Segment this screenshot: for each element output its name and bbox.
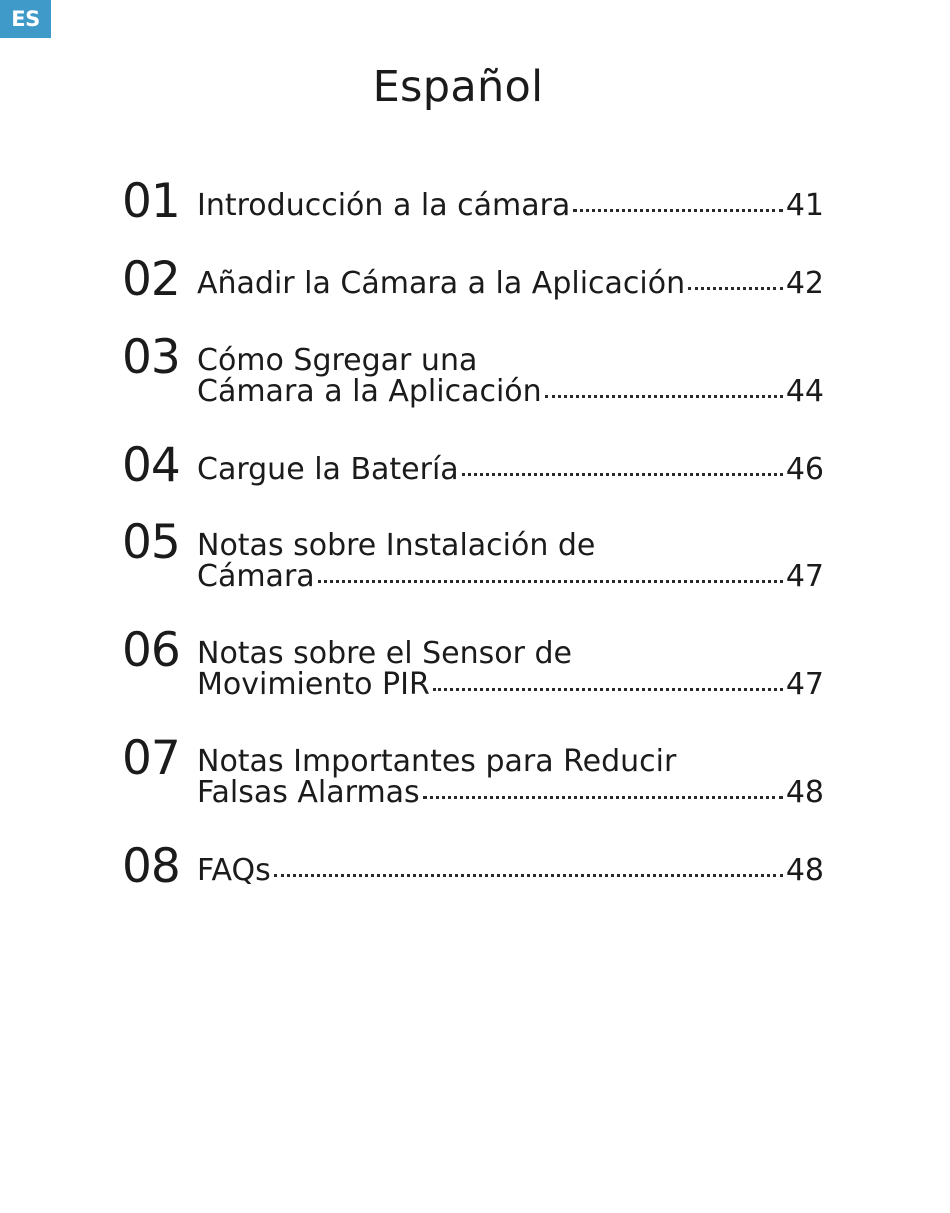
toc-text <box>197 268 824 299</box>
page-title: Español <box>372 62 544 112</box>
toc-first-line: Notas Importantes para Reducir <box>197 744 677 779</box>
toc-line <box>197 268 824 299</box>
toc-text <box>197 190 824 221</box>
toc-line <box>197 376 824 407</box>
dot-leader <box>688 287 783 290</box>
dot-leader <box>318 580 783 583</box>
toc-label: Cargue la Batería <box>197 452 459 487</box>
toc-line <box>197 777 824 808</box>
toc-text <box>197 530 824 592</box>
toc-text <box>197 746 824 808</box>
toc-first-line: Notas sobre Instalación de <box>197 528 596 563</box>
toc-number: 04 <box>122 438 180 493</box>
toc-line <box>197 855 824 886</box>
toc-line <box>197 669 824 700</box>
toc-number: 06 <box>122 623 180 678</box>
toc-page-number: 41 <box>785 188 824 223</box>
toc-number: 03 <box>122 330 180 385</box>
toc-line <box>197 561 824 592</box>
toc-page-number: 48 <box>785 853 824 888</box>
toc-text <box>197 638 824 700</box>
toc-first-line: Notas sobre el Sensor de <box>197 636 572 671</box>
dot-leader <box>545 395 783 398</box>
dot-leader <box>462 473 783 476</box>
toc-number: 08 <box>122 839 180 894</box>
toc-label: Cámara <box>197 559 315 594</box>
toc-label: Cámara a la Aplicación <box>197 374 542 409</box>
toc-number: 07 <box>122 731 180 786</box>
toc-text <box>197 345 824 407</box>
toc-line <box>197 454 824 485</box>
language-badge: ES <box>0 0 51 38</box>
toc-label: Falsas Alarmas <box>197 775 420 810</box>
toc-page-number: 42 <box>785 266 824 301</box>
toc-text <box>197 454 824 485</box>
dot-leader <box>274 874 783 877</box>
toc-text <box>197 855 824 886</box>
toc-label: Añadir la Cámara a la Aplicación <box>197 266 686 301</box>
toc-number: 05 <box>122 515 180 570</box>
toc-page-number: 44 <box>785 374 824 409</box>
toc-number: 01 <box>122 174 180 229</box>
toc-first-line: Cómo Sgregar una <box>197 343 478 378</box>
toc-page-number: 47 <box>785 559 824 594</box>
dot-leader <box>433 688 783 691</box>
toc-label: FAQs <box>197 853 271 888</box>
dot-leader <box>423 796 783 799</box>
toc-page-number: 48 <box>785 775 824 810</box>
toc-label: Movimiento PIR <box>197 667 430 702</box>
toc-page-number: 46 <box>785 452 824 487</box>
toc-label: Introducción a la cámara <box>197 188 571 223</box>
dot-leader <box>573 209 782 212</box>
toc-line <box>197 190 824 221</box>
toc-page-number: 47 <box>785 667 824 702</box>
toc-number: 02 <box>122 252 180 307</box>
